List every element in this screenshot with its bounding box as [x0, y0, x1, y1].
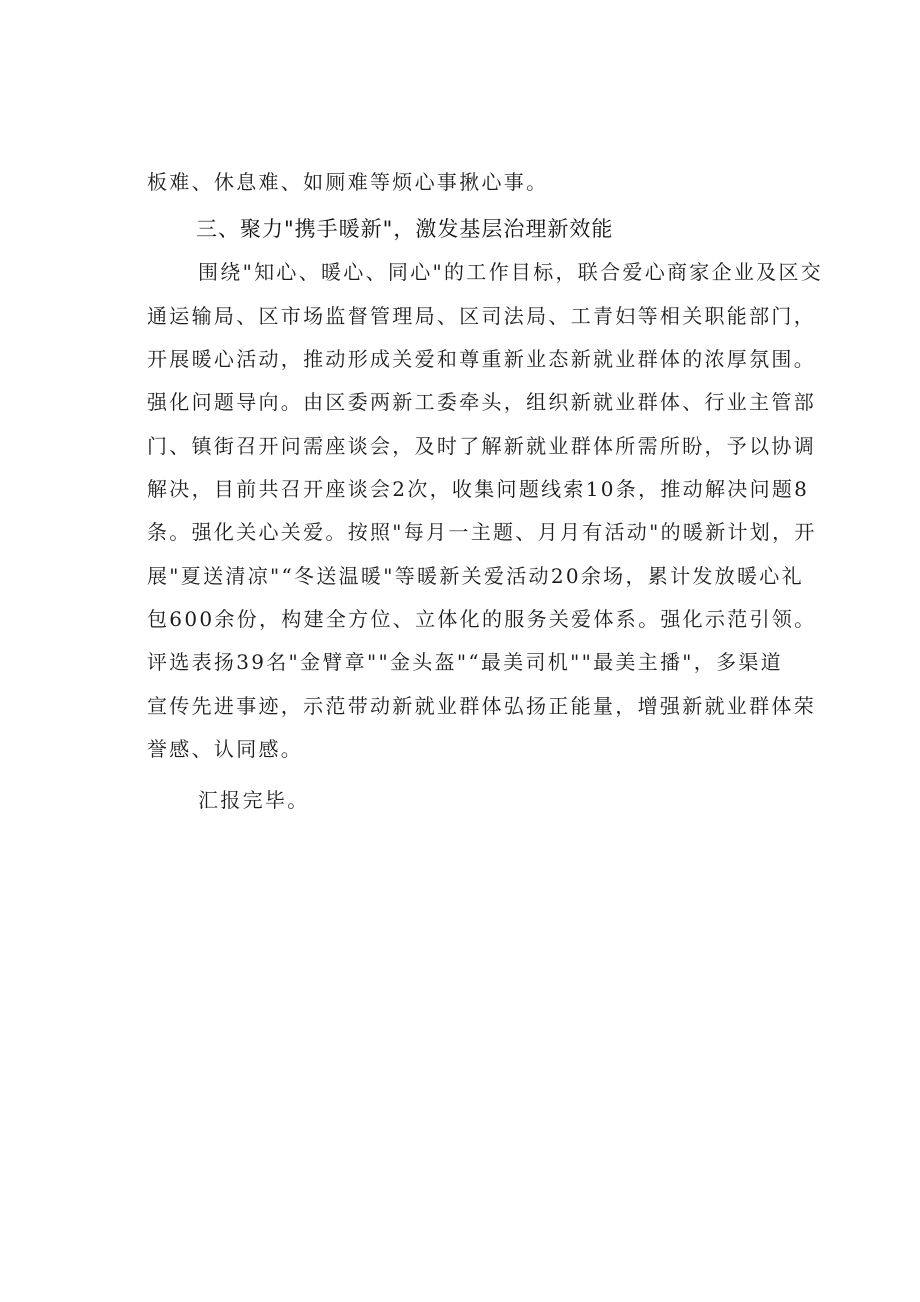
paragraph-line-12: 宣传先进事迹，示范带动新就业群体弘扬正能量，增强新就业群体荣 — [147, 694, 816, 718]
paragraph-line-1: 板难、休息难、如厕难等烦心事揪心事。 — [147, 170, 549, 194]
paragraph-line-10: 包600余份，构建全方位、立体化的服务关爱体系。强化示范引领。 — [147, 607, 817, 631]
paragraph-line-8: 条。强化关心关爱。按照"每月一主题、月月有活动"的暖新计划，开 — [147, 520, 817, 544]
section-heading: 三、聚力"携手暖新"，激发基层治理新效能 — [196, 217, 614, 241]
paragraph-line-7: 解决，目前共召开座谈会2次，收集问题线索10条，推动解决问题8 — [147, 477, 810, 501]
paragraph-line-9: 展"夏送清凉"“冬送温暖"等暖新关爱活动20余场，累计发放暖心礼 — [147, 564, 804, 588]
paragraph-line-6: 门、镇街召开问需座谈会，及时了解新就业群体所需所盼，予以协调 — [147, 434, 816, 458]
paragraph-line-4: 开展暖心活动，推动形成关爱和尊重新业态新就业群体的浓厚氛围。 — [147, 347, 816, 371]
paragraph-line-5: 强化问题导向。由区委两新工委牵头，组织新就业群体、行业主管部 — [147, 390, 816, 414]
paragraph-line-13: 誉感、认同感。 — [147, 737, 304, 761]
closing-line: 汇报完毕。 — [198, 788, 310, 812]
paragraph-line-11: 评选表扬39名"金臂章""金头盔"“最美司机""最美主播"，多渠道 — [147, 650, 783, 674]
paragraph-line-3: 通运输局、区市场监督管理局、区司法局、工青妇等相关职能部门， — [147, 304, 816, 328]
paragraph-line-2: 围绕"知心、暖心、同心"的工作目标，联合爱心商家企业及区交 — [198, 260, 824, 284]
